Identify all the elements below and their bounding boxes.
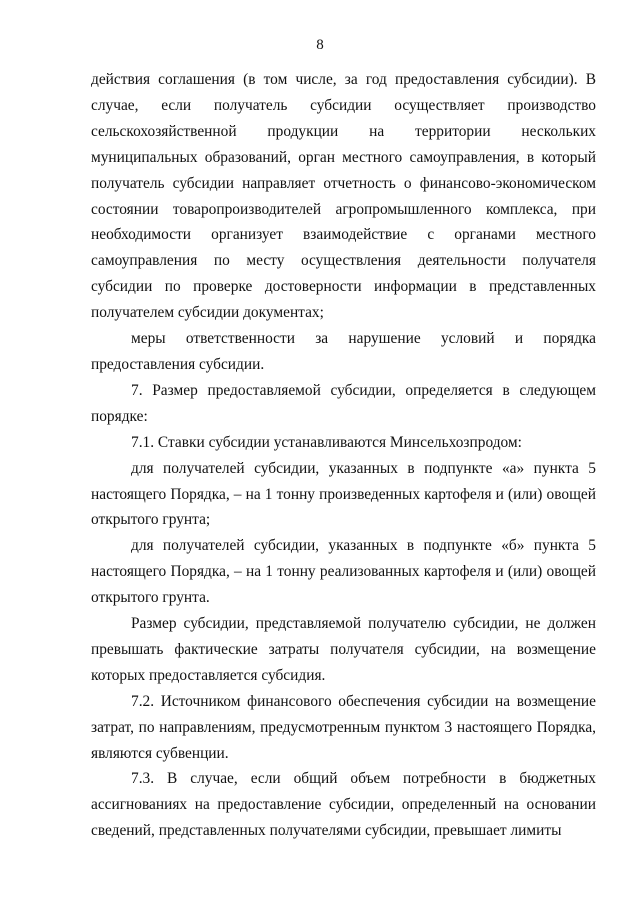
paragraph-recipients-a: для получателей субсидии, указанных в подпункте «а» пункта 5 настоящего Порядка, – на 1 тонну произведенных картофеля и (или) овощей открытого грунта;	[91, 459, 596, 529]
paragraph-7-3: 7.3. В случае, если общий объем потребности в бюджетных ассигнованиях на предоставление субсидии, определенный на основании сведений, представленных получателями субсидии, превышает лимиты	[91, 770, 596, 840]
page-number: 8	[316, 37, 324, 53]
paragraph-subsidy-limit: Размер субсидии, представляемой получателю субсидии, не должен превышать фактические затраты получателя субсидии, на возмещение которых предоставляется субсидия.	[91, 615, 596, 684]
paragraph-7-2: 7.2. Источником финансового обеспечения субсидии на возмещение затрат, по направлениям, предусмотренным пунктом 3 настоящего Порядка, являются субвенции.	[91, 692, 596, 762]
paragraph-7: 7. Размер предоставляемой субсидии, определяется в следующем порядке:	[91, 381, 596, 425]
paragraph-agreement-continuation: действия соглашения (в том числе, за год предоставления субсидии). В случае, если получатель субсидии осуществляет производство сельскохозяйственной продукции на территории нескольких муниципальных образований, орган местного самоуправления, в который получатель субсидии направляет отчетность о финансово-экономическом состоянии товаропроизводителей агропромышленного комплекса, при необходимости организует взаимодействие с органами местного самоуправления по месту осуществления деятельности получателя субсидии по проверке достоверности информации в представленных получателем субсидии документах;	[91, 71, 596, 322]
document-body	[91, 67, 596, 844]
paragraph-7-1: 7.1. Ставки субсидии устанавливаются Минсельхозпродом:	[131, 433, 522, 451]
paragraph-responsibility: меры ответственности за нарушение условий и порядка предоставления субсидии.	[91, 330, 596, 373]
paragraph-recipients-b: для получателей субсидии, указанных в подпункте «б» пункта 5 настоящего Порядка, – на 1 тонну реализованных картофеля и (или) овощей открытого грунта.	[91, 537, 596, 607]
